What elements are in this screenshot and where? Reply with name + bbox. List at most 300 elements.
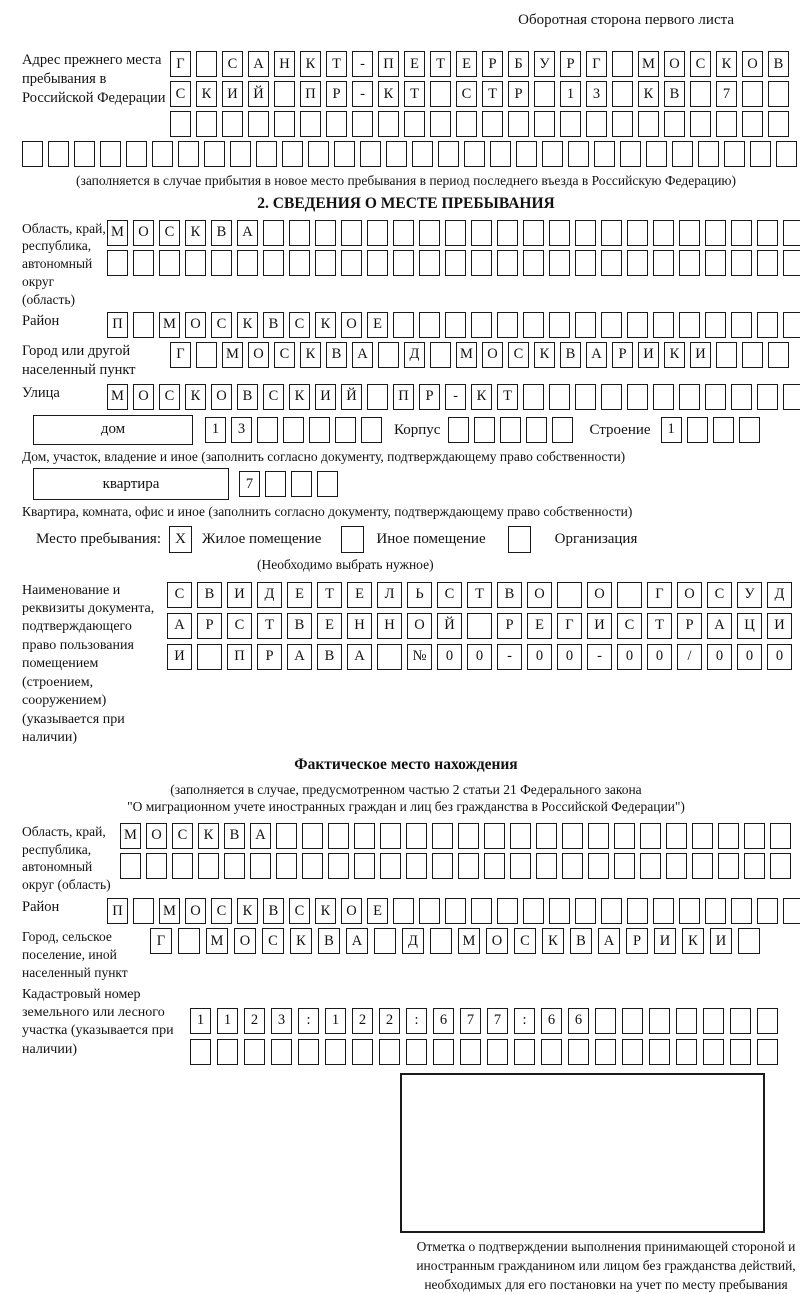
char-cell[interactable] bbox=[653, 220, 674, 246]
char-cell[interactable] bbox=[664, 111, 685, 137]
char-cell[interactable] bbox=[770, 823, 791, 849]
char-cell[interactable] bbox=[640, 853, 661, 879]
char-cell[interactable]: В bbox=[287, 613, 312, 639]
char-cell[interactable] bbox=[731, 384, 752, 410]
char-cell[interactable]: 2 bbox=[352, 1008, 373, 1034]
char-cell[interactable] bbox=[744, 823, 765, 849]
char-cell[interactable]: Л bbox=[377, 582, 402, 608]
char-cell[interactable]: Р bbox=[508, 81, 529, 107]
char-cell[interactable]: - bbox=[352, 51, 373, 77]
char-cell[interactable] bbox=[74, 141, 95, 167]
char-cell[interactable]: У bbox=[534, 51, 555, 77]
char-cell[interactable]: П bbox=[393, 384, 414, 410]
char-cell[interactable] bbox=[508, 111, 529, 137]
char-cell[interactable] bbox=[497, 220, 518, 246]
char-cell[interactable] bbox=[482, 111, 503, 137]
char-cell[interactable] bbox=[317, 471, 338, 497]
char-cell[interactable] bbox=[783, 312, 800, 338]
char-cell[interactable]: П bbox=[378, 51, 399, 77]
char-cell[interactable] bbox=[523, 384, 544, 410]
char-cell[interactable] bbox=[557, 582, 582, 608]
char-cell[interactable]: С bbox=[222, 51, 243, 77]
char-cell[interactable] bbox=[283, 417, 304, 443]
char-cell[interactable] bbox=[185, 250, 206, 276]
char-cell[interactable] bbox=[672, 141, 693, 167]
char-cell[interactable] bbox=[367, 250, 388, 276]
char-cell[interactable]: Т bbox=[482, 81, 503, 107]
char-cell[interactable] bbox=[638, 111, 659, 137]
char-cell[interactable] bbox=[274, 81, 295, 107]
char-cell[interactable]: 1 bbox=[661, 417, 682, 443]
char-cell[interactable]: К bbox=[289, 384, 310, 410]
char-cell[interactable]: Г bbox=[170, 342, 191, 368]
char-cell[interactable] bbox=[361, 417, 382, 443]
char-cell[interactable] bbox=[170, 111, 191, 137]
char-cell[interactable] bbox=[739, 417, 760, 443]
char-cell[interactable]: П bbox=[107, 898, 128, 924]
char-cell[interactable] bbox=[352, 111, 373, 137]
char-cell[interactable] bbox=[120, 853, 141, 879]
char-cell[interactable] bbox=[679, 898, 700, 924]
char-cell[interactable] bbox=[653, 312, 674, 338]
char-cell[interactable] bbox=[471, 220, 492, 246]
char-cell[interactable] bbox=[406, 1039, 427, 1065]
char-cell[interactable]: В bbox=[197, 582, 222, 608]
char-cell[interactable] bbox=[256, 141, 277, 167]
char-cell[interactable] bbox=[510, 853, 531, 879]
char-cell[interactable] bbox=[783, 220, 800, 246]
char-cell[interactable] bbox=[276, 823, 297, 849]
char-cell[interactable] bbox=[514, 1039, 535, 1065]
char-cell[interactable] bbox=[776, 141, 797, 167]
char-cell[interactable] bbox=[757, 384, 778, 410]
char-cell[interactable]: А bbox=[352, 342, 373, 368]
char-cell[interactable]: К bbox=[542, 928, 564, 954]
char-cell[interactable] bbox=[276, 853, 297, 879]
char-cell[interactable] bbox=[676, 1039, 697, 1065]
char-cell[interactable] bbox=[552, 417, 573, 443]
char-cell[interactable]: Г bbox=[170, 51, 191, 77]
char-cell[interactable]: М bbox=[458, 928, 480, 954]
char-cell[interactable]: О bbox=[677, 582, 702, 608]
char-cell[interactable] bbox=[309, 417, 330, 443]
char-cell[interactable] bbox=[152, 141, 173, 167]
char-cell[interactable] bbox=[217, 1039, 238, 1065]
char-cell[interactable]: С bbox=[690, 51, 711, 77]
char-cell[interactable] bbox=[458, 853, 479, 879]
char-cell[interactable]: И bbox=[587, 613, 612, 639]
char-cell[interactable] bbox=[315, 220, 336, 246]
char-cell[interactable] bbox=[692, 853, 713, 879]
char-cell[interactable]: К bbox=[534, 342, 555, 368]
char-cell[interactable]: С bbox=[211, 898, 232, 924]
char-cell[interactable]: - bbox=[497, 644, 522, 670]
char-cell[interactable] bbox=[126, 141, 147, 167]
char-cell[interactable] bbox=[378, 111, 399, 137]
char-cell[interactable] bbox=[679, 384, 700, 410]
char-cell[interactable] bbox=[731, 220, 752, 246]
char-cell[interactable]: Е bbox=[367, 312, 388, 338]
char-cell[interactable]: Р bbox=[482, 51, 503, 77]
char-cell[interactable]: С bbox=[289, 312, 310, 338]
char-cell[interactable] bbox=[224, 853, 245, 879]
char-cell[interactable]: К bbox=[300, 342, 321, 368]
char-cell[interactable]: В bbox=[317, 644, 342, 670]
char-cell[interactable]: С bbox=[437, 582, 462, 608]
char-cell[interactable] bbox=[676, 1008, 697, 1034]
char-cell[interactable]: В bbox=[570, 928, 592, 954]
char-cell[interactable]: С bbox=[274, 342, 295, 368]
char-cell[interactable] bbox=[159, 250, 180, 276]
char-cell[interactable] bbox=[523, 250, 544, 276]
char-cell[interactable] bbox=[666, 853, 687, 879]
char-cell[interactable]: Н bbox=[377, 613, 402, 639]
char-cell[interactable] bbox=[430, 81, 451, 107]
char-cell[interactable]: О bbox=[664, 51, 685, 77]
char-cell[interactable]: 0 bbox=[467, 644, 492, 670]
char-cell[interactable]: 7 bbox=[716, 81, 737, 107]
char-cell[interactable] bbox=[575, 384, 596, 410]
char-cell[interactable]: И bbox=[167, 644, 192, 670]
char-cell[interactable] bbox=[601, 220, 622, 246]
char-cell[interactable] bbox=[742, 81, 763, 107]
char-cell[interactable]: Т bbox=[497, 384, 518, 410]
char-cell[interactable]: Р bbox=[197, 613, 222, 639]
char-cell[interactable] bbox=[433, 1039, 454, 1065]
char-cell[interactable]: Р bbox=[326, 81, 347, 107]
char-cell[interactable] bbox=[412, 141, 433, 167]
char-cell[interactable] bbox=[744, 853, 765, 879]
char-cell[interactable] bbox=[757, 312, 778, 338]
char-cell[interactable] bbox=[190, 1039, 211, 1065]
char-cell[interactable]: И bbox=[767, 613, 792, 639]
char-cell[interactable]: К bbox=[315, 312, 336, 338]
char-cell[interactable] bbox=[568, 1039, 589, 1065]
char-cell[interactable] bbox=[172, 853, 193, 879]
char-cell[interactable]: 0 bbox=[557, 644, 582, 670]
char-cell[interactable] bbox=[430, 928, 452, 954]
char-cell[interactable] bbox=[649, 1039, 670, 1065]
char-cell[interactable]: И bbox=[222, 81, 243, 107]
char-cell[interactable] bbox=[534, 81, 555, 107]
char-cell[interactable]: С bbox=[159, 220, 180, 246]
char-cell[interactable] bbox=[687, 417, 708, 443]
char-cell[interactable] bbox=[516, 141, 537, 167]
char-cell[interactable] bbox=[352, 1039, 373, 1065]
char-cell[interactable] bbox=[196, 51, 217, 77]
char-cell[interactable]: 0 bbox=[737, 644, 762, 670]
char-cell[interactable] bbox=[595, 1039, 616, 1065]
char-cell[interactable] bbox=[523, 220, 544, 246]
char-cell[interactable]: С bbox=[167, 582, 192, 608]
char-cell[interactable]: О bbox=[234, 928, 256, 954]
char-cell[interactable]: С bbox=[227, 613, 252, 639]
char-cell[interactable] bbox=[445, 220, 466, 246]
char-cell[interactable] bbox=[536, 823, 557, 849]
char-cell[interactable] bbox=[445, 250, 466, 276]
char-cell[interactable]: О bbox=[146, 823, 167, 849]
char-cell[interactable] bbox=[757, 1039, 778, 1065]
char-cell[interactable]: К bbox=[185, 220, 206, 246]
char-cell[interactable] bbox=[705, 220, 726, 246]
char-cell[interactable] bbox=[718, 853, 739, 879]
char-cell[interactable] bbox=[627, 312, 648, 338]
char-cell[interactable] bbox=[575, 312, 596, 338]
char-cell[interactable] bbox=[649, 1008, 670, 1034]
char-cell[interactable] bbox=[497, 312, 518, 338]
char-cell[interactable]: 0 bbox=[437, 644, 462, 670]
char-cell[interactable] bbox=[445, 312, 466, 338]
char-cell[interactable]: Т bbox=[326, 51, 347, 77]
char-cell[interactable]: Й bbox=[437, 613, 462, 639]
char-cell[interactable]: Т bbox=[430, 51, 451, 77]
char-cell[interactable]: В bbox=[326, 342, 347, 368]
char-cell[interactable]: И bbox=[690, 342, 711, 368]
char-cell[interactable] bbox=[768, 342, 789, 368]
char-cell[interactable]: К bbox=[471, 384, 492, 410]
char-cell[interactable] bbox=[133, 898, 154, 924]
char-cell[interactable]: С bbox=[263, 384, 284, 410]
char-cell[interactable] bbox=[594, 141, 615, 167]
char-cell[interactable] bbox=[341, 220, 362, 246]
char-cell[interactable] bbox=[627, 250, 648, 276]
char-cell[interactable]: Т bbox=[257, 613, 282, 639]
char-cell[interactable] bbox=[328, 823, 349, 849]
char-cell[interactable]: В bbox=[768, 51, 789, 77]
char-cell[interactable]: В bbox=[263, 312, 284, 338]
char-cell[interactable] bbox=[308, 141, 329, 167]
char-cell[interactable]: В bbox=[560, 342, 581, 368]
char-cell[interactable] bbox=[211, 250, 232, 276]
char-cell[interactable] bbox=[302, 853, 323, 879]
char-cell[interactable] bbox=[653, 898, 674, 924]
char-cell[interactable] bbox=[198, 853, 219, 879]
char-cell[interactable]: В bbox=[211, 220, 232, 246]
char-cell[interactable] bbox=[549, 312, 570, 338]
char-cell[interactable] bbox=[716, 111, 737, 137]
char-cell[interactable]: С bbox=[707, 582, 732, 608]
char-cell[interactable] bbox=[612, 111, 633, 137]
char-cell[interactable] bbox=[549, 250, 570, 276]
char-cell[interactable]: Р bbox=[560, 51, 581, 77]
char-cell[interactable]: К bbox=[378, 81, 399, 107]
char-cell[interactable]: К bbox=[237, 312, 258, 338]
char-cell[interactable]: Е bbox=[347, 582, 372, 608]
char-cell[interactable]: 7 bbox=[239, 471, 260, 497]
char-cell[interactable] bbox=[730, 1039, 751, 1065]
char-cell[interactable] bbox=[724, 141, 745, 167]
char-cell[interactable] bbox=[471, 312, 492, 338]
char-cell[interactable] bbox=[731, 250, 752, 276]
checkbox-organization[interactable] bbox=[508, 526, 531, 553]
char-cell[interactable] bbox=[705, 898, 726, 924]
char-cell[interactable]: П bbox=[300, 81, 321, 107]
char-cell[interactable] bbox=[523, 898, 544, 924]
char-cell[interactable]: : bbox=[298, 1008, 319, 1034]
char-cell[interactable] bbox=[484, 853, 505, 879]
char-cell[interactable]: 0 bbox=[767, 644, 792, 670]
char-cell[interactable] bbox=[718, 823, 739, 849]
char-cell[interactable]: Е bbox=[527, 613, 552, 639]
char-cell[interactable] bbox=[783, 898, 800, 924]
char-cell[interactable]: Н bbox=[347, 613, 372, 639]
char-cell[interactable]: М bbox=[638, 51, 659, 77]
char-cell[interactable] bbox=[679, 312, 700, 338]
char-cell[interactable] bbox=[640, 823, 661, 849]
char-cell[interactable]: П bbox=[227, 644, 252, 670]
char-cell[interactable] bbox=[575, 220, 596, 246]
char-cell[interactable] bbox=[738, 928, 760, 954]
char-cell[interactable]: Ь bbox=[407, 582, 432, 608]
char-cell[interactable] bbox=[690, 81, 711, 107]
char-cell[interactable] bbox=[487, 1039, 508, 1065]
char-cell[interactable] bbox=[627, 898, 648, 924]
char-cell[interactable]: С bbox=[289, 898, 310, 924]
char-cell[interactable]: Ц bbox=[737, 613, 762, 639]
char-cell[interactable] bbox=[731, 312, 752, 338]
char-cell[interactable]: С bbox=[159, 384, 180, 410]
char-cell[interactable] bbox=[196, 111, 217, 137]
char-cell[interactable] bbox=[302, 823, 323, 849]
char-cell[interactable] bbox=[510, 823, 531, 849]
char-cell[interactable] bbox=[22, 141, 43, 167]
char-cell[interactable]: Д bbox=[402, 928, 424, 954]
char-cell[interactable] bbox=[614, 853, 635, 879]
char-cell[interactable]: О bbox=[133, 220, 154, 246]
char-cell[interactable]: Д bbox=[404, 342, 425, 368]
char-cell[interactable] bbox=[575, 250, 596, 276]
char-cell[interactable] bbox=[612, 51, 633, 77]
char-cell[interactable] bbox=[617, 582, 642, 608]
char-cell[interactable]: А bbox=[347, 644, 372, 670]
char-cell[interactable] bbox=[438, 141, 459, 167]
char-cell[interactable]: Е bbox=[287, 582, 312, 608]
char-cell[interactable] bbox=[377, 644, 402, 670]
char-cell[interactable] bbox=[705, 384, 726, 410]
char-cell[interactable] bbox=[393, 312, 414, 338]
char-cell[interactable] bbox=[698, 141, 719, 167]
char-cell[interactable]: С bbox=[211, 312, 232, 338]
char-cell[interactable]: О bbox=[587, 582, 612, 608]
checkbox-other-premises[interactable] bbox=[341, 526, 364, 553]
char-cell[interactable] bbox=[263, 220, 284, 246]
char-cell[interactable] bbox=[768, 111, 789, 137]
char-cell[interactable] bbox=[588, 853, 609, 879]
char-cell[interactable] bbox=[690, 111, 711, 137]
char-cell[interactable] bbox=[783, 384, 800, 410]
char-cell[interactable] bbox=[601, 250, 622, 276]
char-cell[interactable] bbox=[703, 1039, 724, 1065]
char-cell[interactable] bbox=[622, 1008, 643, 1034]
char-cell[interactable]: 1 bbox=[190, 1008, 211, 1034]
char-cell[interactable] bbox=[406, 823, 427, 849]
char-cell[interactable] bbox=[653, 250, 674, 276]
char-cell[interactable]: К bbox=[237, 898, 258, 924]
char-cell[interactable] bbox=[705, 250, 726, 276]
char-cell[interactable] bbox=[282, 141, 303, 167]
char-cell[interactable]: Е bbox=[367, 898, 388, 924]
char-cell[interactable]: К bbox=[198, 823, 219, 849]
char-cell[interactable]: К bbox=[300, 51, 321, 77]
char-cell[interactable]: У bbox=[737, 582, 762, 608]
char-cell[interactable] bbox=[692, 823, 713, 849]
char-cell[interactable]: 2 bbox=[379, 1008, 400, 1034]
char-cell[interactable] bbox=[456, 111, 477, 137]
char-cell[interactable]: Р bbox=[677, 613, 702, 639]
char-cell[interactable] bbox=[467, 613, 492, 639]
char-cell[interactable]: В bbox=[263, 898, 284, 924]
char-cell[interactable] bbox=[549, 384, 570, 410]
char-cell[interactable] bbox=[464, 141, 485, 167]
char-cell[interactable] bbox=[196, 342, 217, 368]
char-cell[interactable]: О bbox=[185, 898, 206, 924]
char-cell[interactable] bbox=[716, 342, 737, 368]
char-cell[interactable] bbox=[432, 853, 453, 879]
char-cell[interactable]: Д bbox=[257, 582, 282, 608]
char-cell[interactable]: А bbox=[167, 613, 192, 639]
char-cell[interactable] bbox=[404, 111, 425, 137]
char-cell[interactable] bbox=[757, 250, 778, 276]
char-cell[interactable] bbox=[325, 1039, 346, 1065]
char-cell[interactable]: Т bbox=[404, 81, 425, 107]
char-cell[interactable] bbox=[536, 853, 557, 879]
char-cell[interactable]: О bbox=[527, 582, 552, 608]
char-cell[interactable] bbox=[448, 417, 469, 443]
char-cell[interactable]: - bbox=[352, 81, 373, 107]
char-cell[interactable]: К bbox=[638, 81, 659, 107]
char-cell[interactable] bbox=[271, 1039, 292, 1065]
char-cell[interactable] bbox=[542, 141, 563, 167]
char-cell[interactable]: О bbox=[133, 384, 154, 410]
char-cell[interactable] bbox=[646, 141, 667, 167]
char-cell[interactable]: Р bbox=[626, 928, 648, 954]
char-cell[interactable] bbox=[601, 898, 622, 924]
char-cell[interactable] bbox=[568, 141, 589, 167]
char-cell[interactable]: В bbox=[237, 384, 258, 410]
char-cell[interactable]: М bbox=[159, 312, 180, 338]
char-cell[interactable]: 7 bbox=[460, 1008, 481, 1034]
char-cell[interactable] bbox=[133, 250, 154, 276]
char-cell[interactable]: 0 bbox=[647, 644, 672, 670]
char-cell[interactable] bbox=[197, 644, 222, 670]
char-cell[interactable] bbox=[367, 220, 388, 246]
char-cell[interactable]: А bbox=[250, 823, 271, 849]
char-cell[interactable]: О bbox=[486, 928, 508, 954]
char-cell[interactable]: К bbox=[185, 384, 206, 410]
char-cell[interactable] bbox=[586, 111, 607, 137]
char-cell[interactable]: С bbox=[262, 928, 284, 954]
char-cell[interactable]: № bbox=[407, 644, 432, 670]
char-cell[interactable] bbox=[274, 111, 295, 137]
char-cell[interactable] bbox=[523, 312, 544, 338]
char-cell[interactable]: А bbox=[586, 342, 607, 368]
char-cell[interactable]: Й bbox=[248, 81, 269, 107]
char-cell[interactable] bbox=[146, 853, 167, 879]
char-cell[interactable] bbox=[742, 342, 763, 368]
char-cell[interactable] bbox=[248, 111, 269, 137]
char-cell[interactable]: О bbox=[185, 312, 206, 338]
char-cell[interactable]: - bbox=[587, 644, 612, 670]
char-cell[interactable] bbox=[393, 250, 414, 276]
char-cell[interactable]: А bbox=[346, 928, 368, 954]
char-cell[interactable]: Г bbox=[586, 51, 607, 77]
char-cell[interactable] bbox=[679, 250, 700, 276]
char-cell[interactable] bbox=[679, 220, 700, 246]
char-cell[interactable] bbox=[703, 1008, 724, 1034]
char-cell[interactable] bbox=[526, 417, 547, 443]
char-cell[interactable] bbox=[549, 220, 570, 246]
char-cell[interactable]: Т bbox=[467, 582, 492, 608]
